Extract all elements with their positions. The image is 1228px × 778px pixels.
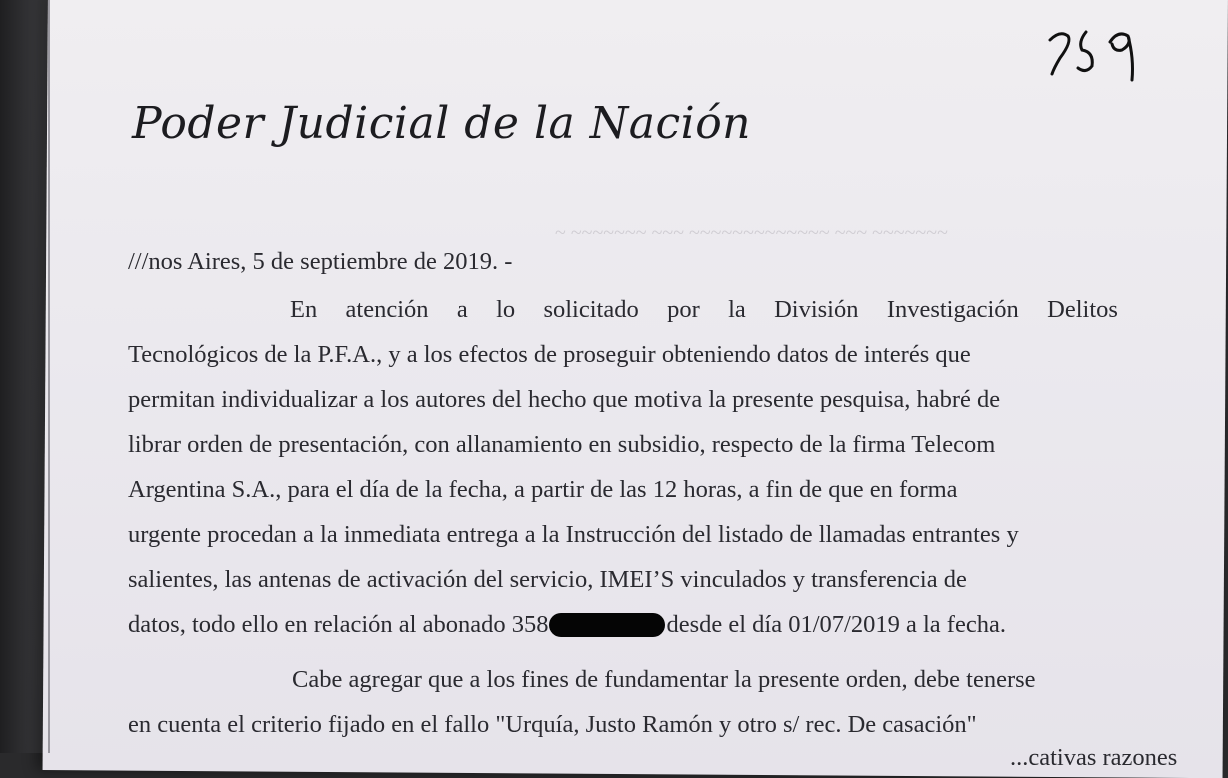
word: atención: [345, 296, 429, 323]
paragraph-1-line-4: librar orden de presentación, con allanamiento en subsidio, respecto de la firma Telecom: [128, 431, 996, 458]
handwritten-page-number: [1042, 22, 1152, 82]
word: a: [456, 296, 468, 323]
redaction-bar: [549, 613, 665, 637]
word: lo: [496, 296, 516, 323]
line-text-after-redaction: desde el día 01/07/2019 a la fecha.: [666, 611, 1006, 638]
word: la: [728, 296, 746, 323]
word: División: [774, 296, 859, 323]
word: Delitos: [1047, 296, 1118, 323]
date-line: ///nos Aires, 5 de septiembre de 2019. -: [128, 248, 513, 275]
paragraph-2-line-1: Cabe agregar que a los fines de fundamentar la presente orden, debe tenerse: [292, 666, 1036, 693]
paragraph-1-line-2: Tecnológicos de la P.F.A., y a los efectos de proseguir obteniendo datos de interés que: [128, 341, 971, 368]
paragraph-1-line-7: salientes, las antenas de activación del servicio, IMEI’S vinculados y transferencia de: [128, 566, 967, 593]
paragraph-1-line-6: urgente procedan a la inmediata entrega a la Instrucción del listado de llamadas entrantes y: [128, 521, 1019, 548]
paragraph-1-line-3: permitan individualizar a los autores del hecho que motiva la presente pesquisa, habré de: [128, 386, 1001, 413]
paragraph-1-line-1: [290, 296, 1118, 324]
word: solicitado: [543, 296, 639, 323]
word: Investigación: [886, 296, 1019, 323]
paragraph-2-line-2: en cuenta el criterio fijado en el fallo "Urquía, Justo Ramón y otro s/ rec. De casación": [128, 711, 977, 738]
show-through-text: ~ ~~~~~~~ ~~~ ~~~~~~~~~~~~~ ~~~ ~~~~~~~: [555, 222, 948, 244]
paragraph-1-line-8: [128, 611, 1118, 639]
cut-off-bottom-text: [1010, 744, 1180, 756]
page-edge: [48, 0, 50, 753]
word: En: [290, 296, 318, 323]
word: por: [667, 296, 700, 323]
line-text-before-redaction: datos, todo ello en relación al abonado 358: [128, 611, 549, 638]
paragraph-1-line-5: Argentina S.A., para el día de la fecha, a partir de las 12 horas, a fin de que en forma: [128, 476, 958, 503]
letterhead-title: Poder Judicial de la Nación: [132, 98, 752, 149]
